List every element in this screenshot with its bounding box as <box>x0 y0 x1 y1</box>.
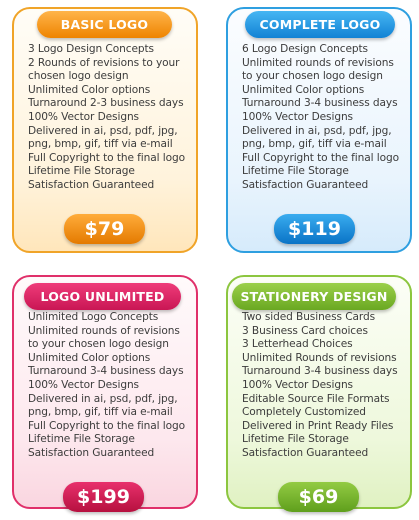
feature-item: Satisfaction Guaranteed <box>242 446 369 459</box>
feature-item: Lifetime File Storage <box>28 433 135 446</box>
logo-unlimited-price-button[interactable]: $199 <box>63 482 144 512</box>
feature-item: 100% Vector Designs <box>242 378 353 391</box>
stationery-design-card <box>226 275 412 509</box>
feature-item: Editable Source File Formats <box>242 392 390 405</box>
feature-item: Unlimited rounds of revisions <box>28 324 180 337</box>
feature-item: Full Copyright to the final logo <box>28 419 185 432</box>
feature-item: Unlimited Logo Concepts <box>28 311 159 323</box>
feature-item: Delivered in ai, psd, pdf, jpg, <box>28 124 178 137</box>
feature-item: Turnaround 3-4 business days <box>242 365 398 378</box>
feature-item: Turnaround 2-3 business days <box>28 97 184 110</box>
complete-logo-title: COMPLETE LOGO <box>245 11 395 38</box>
stationery-design-price-button[interactable]: $69 <box>278 482 359 512</box>
feature-item: png, bmp, gif, tiff via e-mail <box>28 138 173 151</box>
stationery-design-title: STATIONERY DESIGN <box>232 283 396 310</box>
feature-item: Unlimited rounds of revisions <box>242 56 394 69</box>
feature-item: Delivered in Print Ready Files <box>242 419 394 432</box>
feature-item: Full Copyright to the final logo <box>28 151 185 164</box>
complete-logo-features <box>242 43 402 193</box>
feature-item: Satisfaction Guaranteed <box>28 446 155 459</box>
feature-item: Lifetime File Storage <box>28 165 135 178</box>
feature-item: Unlimited Color options <box>28 83 151 96</box>
feature-item: 2 Rounds of revisions to your <box>28 56 180 69</box>
basic-logo-features <box>28 43 188 193</box>
basic-logo-price-button[interactable]: $79 <box>64 214 145 244</box>
feature-item: Lifetime File Storage <box>242 165 349 178</box>
feature-item: Turnaround 3-4 business days <box>28 365 184 378</box>
feature-item: 3 Letterhead Choices <box>242 338 353 351</box>
feature-item: Delivered in ai, psd, pdf, jpg, <box>28 392 178 405</box>
feature-item: chosen logo design <box>28 70 129 83</box>
feature-item: 3 Logo Design Concepts <box>28 43 154 55</box>
feature-item: Satisfaction Guaranteed <box>242 178 369 191</box>
feature-item: 100% Vector Designs <box>28 110 139 123</box>
feature-item: Lifetime File Storage <box>242 433 349 446</box>
feature-item: 6 Logo Design Concepts <box>242 43 368 55</box>
feature-item: Satisfaction Guaranteed <box>28 178 155 191</box>
feature-item: Unlimited Color options <box>28 351 151 364</box>
feature-item: Delivered in ai, psd, pdf, jpg, <box>242 124 392 137</box>
feature-item: to your chosen logo design <box>242 70 383 83</box>
feature-item: Unlimited Rounds of revisions <box>242 351 397 364</box>
feature-item: to your chosen logo design <box>28 338 169 351</box>
logo-unlimited-title: LOGO UNLIMITED <box>24 283 181 310</box>
feature-item: 100% Vector Designs <box>28 378 139 391</box>
feature-item: Unlimited Color options <box>242 83 365 96</box>
feature-item: Completely Customized <box>242 406 366 419</box>
feature-item: png, bmp, gif, tiff via e-mail <box>242 138 387 151</box>
basic-logo-title: BASIC LOGO <box>37 11 172 38</box>
complete-logo-price-button[interactable]: $119 <box>274 214 355 244</box>
feature-item: 100% Vector Designs <box>242 110 353 123</box>
feature-item: png, bmp, gif, tiff via e-mail <box>28 406 173 419</box>
feature-item: Full Copyright to the final logo <box>242 151 399 164</box>
logo-unlimited-card <box>12 275 198 509</box>
logo-unlimited-features <box>28 311 188 461</box>
stationery-design-features <box>242 311 402 461</box>
feature-item: 3 Business Card choices <box>242 324 368 337</box>
feature-item: Turnaround 3-4 business days <box>242 97 398 110</box>
feature-item: Two sided Business Cards <box>242 311 376 323</box>
